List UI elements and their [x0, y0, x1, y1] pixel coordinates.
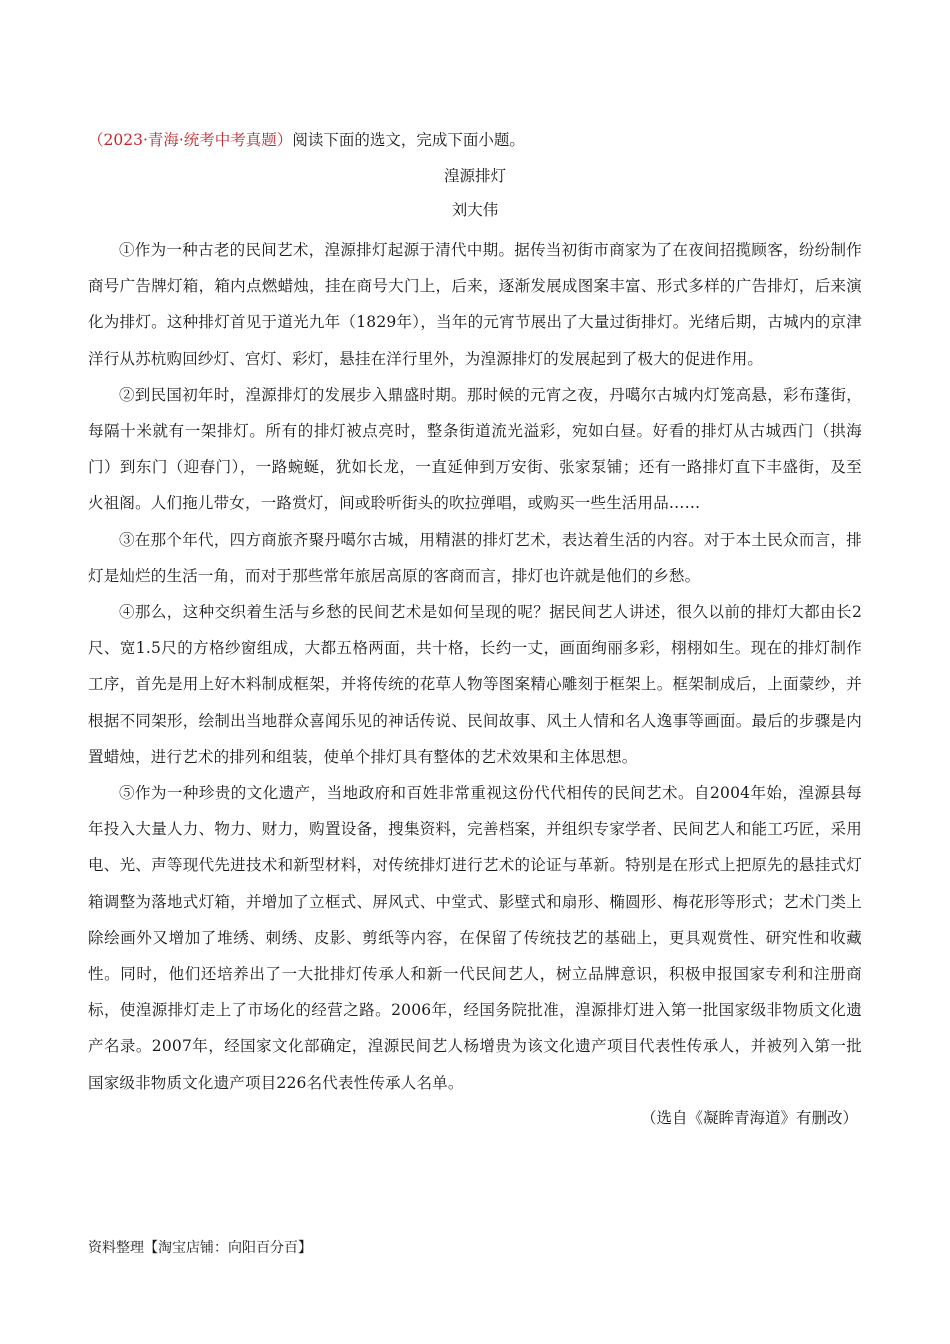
document-page [88, 124, 862, 1135]
paragraph-3: ③在那个年代，四方商旅齐聚丹噶尔古城，用精湛的排灯艺术，表达着生活的内容。对于本土民众而言，排灯是灿烂的生活一角，而对于那些常年旅居高原的客商而言，排灯也许就是他们的乡愁。 [88, 530, 862, 585]
article-author: 刘大伟 [451, 201, 499, 219]
exam-source-tag: （2023·青海·统考中考真题） [88, 131, 293, 149]
paragraph-1: ①作为一种古老的民间艺术，湟源排灯起源于清代中期。据传当初街市商家为了在夜间招揽顾客，纷纷制作商号广告牌灯箱，箱内点燃蜡烛，挂在商号大门上，后来，逐渐发展成图案丰富、形式多样的广告排灯，后来演化为排灯。这种排灯首见于道光九年（1829年），当年的元宵节展出了大量过街排灯。光绪后期，古城内的京津洋行从苏杭购回纱灯、宫灯、彩灯，悬挂在洋行里外，为湟源排灯的发展起到了极大的促进作用。 [88, 241, 862, 368]
page-footer: 资料整理【淘宝店铺：向阳百分百】 [88, 1240, 312, 1256]
reading-instruction: 阅读下面的选文，完成下面小题。 [292, 131, 525, 149]
paragraph-2: ②到民国初年时，湟源排灯的发展步入鼎盛时期。那时候的元宵之夜，丹噶尔古城内灯笼高悬，彩布蓬街，每隔十米就有一架排灯。所有的排灯被点亮时，整条街道流光溢彩，宛如白昼。好看的排灯从古城西门（拱海门）到东门（迎春门），一路蜿蜒，犹如长龙，一直延伸到万安街、张家泵铺；还有一路排灯直下丰盛街，及至火祖阁。人们拖儿带女，一路赏灯，间或聆听街头的吹拉弹唱，或购买一些生活用品…… [88, 385, 862, 513]
paragraph-4: ④那么，这种交织着生活与乡愁的民间艺术是如何呈现的呢？据民间艺人讲述，很久以前的排灯大都由长2尺、宽1.5尺的方格纱窗组成，大都五格两面，共十格，长约一丈，画面绚丽多彩，栩栩如生。现在的排灯制作工序，首先是用上好木料制成框架，并将传统的花草人物等图案精心雕刻于框架上。框架制成后，上面蒙纱，并根据不同架形，绘制出当地群众喜闻乐见的神话传说、民间故事、风土人情和名人逸事等画面。最后的步骤是内置蜡烛，进行艺术的排列和组装，使单个排灯具有整体的艺术效果和主体思想。 [88, 603, 862, 766]
article-citation: （选自《凝眸青海道》有删改） [640, 1108, 858, 1127]
article-title: 湟源排灯 [443, 167, 506, 185]
paragraph-5: ⑤作为一种珍贵的文化遗产，当地政府和百姓非常重视这份代代相传的民间艺术。自2004年始，湟源县每年投入大量人力、物力、财力，购置设备，搜集资料，完善档案，并组织专家学者、民间艺人和能工巧匠，采用电、光、声等现代先进技术和新型材料，对传统排灯进行艺术的论证与革新。特别是在形式上把原先的悬挂式灯箱调整为落地式灯箱，并增加了立框式、屏风式、中堂式、影壁式和扇形、椭圆形、梅花形等形式；艺术门类上除绘画外又增加了堆绣、刺绣、皮影、剪纸等内容，在保留了传统技艺的基础上，更具观赏性、研究性和收藏性。同时，他们还培养出了一大批排灯传承人和新一代民间艺人，树立品牌意识，积极申报国家专利和注册商标，使湟源排灯走上了市场化的经营之路。2006年，经国务院批准，湟源排灯进入第一批国家级非物质文化遗产名录。2007年，经国家文化部确定，湟源民间艺人杨增贵为该文化遗产项目代表性传承人，并被列入第一批国家级非物质文化遗产项目226名代表性传承人名单。 [88, 784, 862, 1092]
question-intro [88, 124, 862, 156]
